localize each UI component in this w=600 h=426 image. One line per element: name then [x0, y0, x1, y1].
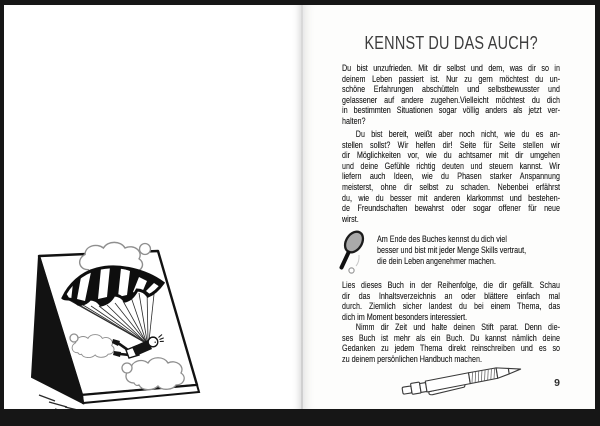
text-line: und deine Gefühle richtig deuten und steuern kannst. Wir [342, 159, 561, 171]
text-line: ses Buch ist mehr als ein Buch. Du kannst nämlich deine [342, 331, 561, 343]
tennis-racket-icon [338, 229, 366, 275]
book-spread [4, 5, 595, 409]
page-number: 9 [554, 377, 560, 389]
text-line: in bestimmten Situationen sogar völlig anders als jetzt ver- [342, 104, 561, 116]
text-line: durch. Ziemlich sicher landest du bei einem Thema, das [342, 300, 561, 312]
parachute-doodle-illustration [25, 235, 300, 409]
text-line: meisterst, ohne dir selbst zu schaden. Nebenbei erfährst [342, 180, 561, 192]
text-line: die dein Leben angenehmer machen. [377, 255, 496, 267]
paragraph-4 [342, 322, 560, 364]
paragraph-1 [342, 63, 560, 127]
text-line: Gedanken zu jedem Thema direkt reinschreiben und es so [342, 342, 561, 354]
text-line: gelassener auf andere zugehen.Vielleicht möchtest du dich [342, 93, 561, 105]
text-line: stellen sollst? Wir helfen dir! Seite für Seite stellen wir [342, 138, 561, 150]
text-line: wirst. [342, 212, 359, 224]
text-line: Du bist unzufrieden. Mit dir selbst und dem, was dir so in [342, 62, 561, 73]
text-line: dir das Inhaltsverzeichnis an oder blättere einfach mal [342, 289, 561, 301]
text-line: liefern auch Ideen, wie du Phasen starker Anspannung [342, 170, 561, 182]
paragraph-3 [342, 280, 560, 322]
text-line: besser und bist mit jeder Menge Skills vertraut, [377, 244, 527, 256]
text-line: zu deinem persönlichen Handbuch machen. [342, 352, 482, 364]
text-line: de Freundschaften bewahrst oder sogar offener für neue [342, 202, 561, 214]
chapter-title [342, 34, 560, 52]
chapter-title-text: KENNST DU DAS AUCH? [364, 32, 538, 53]
right-page [303, 5, 595, 409]
text-line: dich im Moment besonders interessiert. [342, 310, 468, 322]
text-line: dir Möglichkeiten vor, wie du achtsamer mit dir umgehen [342, 149, 561, 161]
text-line: Lies dieses Buch in der Reihenfolge, die dir gefällt. Schau [342, 279, 561, 290]
paragraph-2 [342, 129, 560, 224]
text-line: Am Ende des Buches kennst du dich viel [377, 233, 507, 244]
text-line: Nimm dir Zeit und halte deinen Stift parat. Denn die- [355, 321, 561, 332]
text-line: du, wie du besser mit anderen klarkommst und bestehen- [342, 191, 561, 203]
skills-note [377, 233, 559, 267]
text-line: schöne Erfahrungen abschütteln und selbstbewusster und [342, 83, 561, 95]
text-line: deinem Leben passiert ist. Nur zu gern möchtest du un- [342, 72, 561, 84]
mechanical-pencil-icon [399, 365, 529, 407]
text-line: Du bist bereit, weißt aber noch nicht, wie du es an- [355, 128, 561, 139]
left-page [4, 5, 301, 409]
text-line: halten? [342, 114, 366, 126]
